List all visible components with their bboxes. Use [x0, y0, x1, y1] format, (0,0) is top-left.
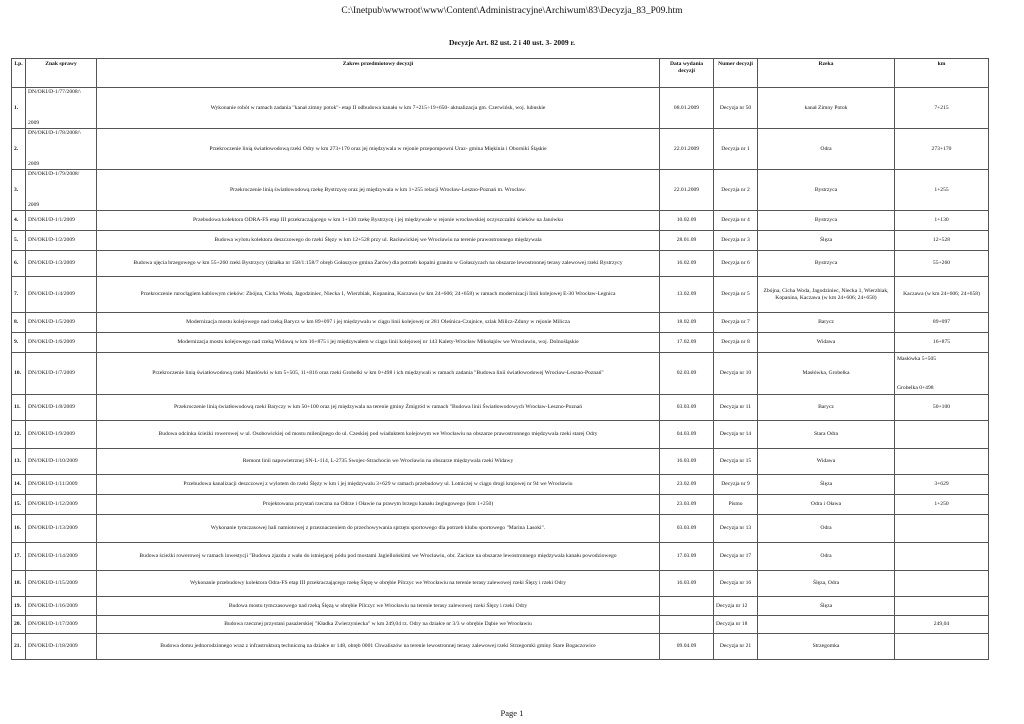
case-sign: DN/OKI/D-1/7/2009 [26, 353, 97, 395]
column-header-rzeka: Rzeka [758, 59, 895, 88]
decisions-table [11, 58, 989, 660]
decision-number: Pismo [714, 495, 758, 515]
table-row [12, 88, 989, 129]
case-sign: DN/OKI/D-1/4/2009 [26, 277, 97, 313]
river-name: Odra [758, 129, 895, 170]
river-name: Ślęza [758, 231, 895, 251]
decision-scope: Przekroczenie linią światłowodową rzeki Masłówki w km 5+505, 11+816 oraz rzeki Grobelki w km 0+498 i ich międzywali w ramach zadania "Budowa linii światłowodowej Wrocław-Leszno-Poznań" [97, 353, 660, 395]
decision-number: Decyzja nr 6 [714, 251, 758, 277]
river-km: 7+215 [895, 88, 989, 129]
decision-scope: Remont linii napowietrznej SN-L-114, L-2735 Swojec-Strachocin we Wrocławiu na obszarze międzywala rzeki Widawy [97, 449, 660, 475]
row-number: 18. [12, 571, 26, 597]
decision-number: Decyzja nr 18 [714, 616, 758, 634]
river-km [895, 515, 989, 543]
decision-date: 23.02.09 [660, 475, 714, 495]
river-km-line2: Grobelka 0+498 [897, 384, 934, 391]
case-sign: DN/OKI/D-1/1/2009 [26, 211, 97, 231]
river-name: Stara Odra [758, 421, 895, 449]
decision-date: 08.01.2009 [660, 88, 714, 129]
row-number: 6. [12, 251, 26, 277]
river-km: 1+250 [895, 495, 989, 515]
river-km: 89+097 [895, 313, 989, 333]
case-sign [26, 170, 97, 211]
decision-scope: Modernizacja mostu kolejowego nad rzeką Barycz w km 89+097 i jej międzywalu w ciągu linii kolejowej nr 281 Oleśnica-Czujnice, szlak Milicz-Zduny w rejonie Milicza [97, 313, 660, 333]
decision-scope: Przekroczenie linią światłowodową rzekę Bystrzycę oraz jej międzywala w km 1+255 relacji Wrocław-Leszno-Poznań m. Wrocław. [97, 170, 660, 211]
decision-number: Decyzja nr 12 [714, 597, 758, 616]
decision-date: 17.02.09 [660, 333, 714, 353]
decision-scope: Budowa odcinka ścieżki rowerowej w ul. Osobowickiej od mostu milenijnego do ul. Czeskiej pod wiaduktem kolejowym we Wrocławiu na obszarze prawostronnego międzywala rzeki starej Odry [97, 421, 660, 449]
row-number: 14. [12, 475, 26, 495]
decision-number: Decyzja nr 13 [714, 515, 758, 543]
decision-date: 16.03.09 [660, 449, 714, 475]
river-name [758, 616, 895, 634]
river-km [895, 597, 989, 616]
river-name: Bystrzyca [758, 211, 895, 231]
case-sign-line2: 2009 [28, 202, 40, 209]
decision-date [660, 597, 714, 616]
decision-number: Decyzja nr 10 [714, 353, 758, 395]
decision-date: 02.03.09 [660, 353, 714, 395]
decision-scope: Budowa domu jednorodzinnego wraz z infrastrukturą techniczną na działce nr 148, obręb 0001 Chwaliszów na terenie lewostronnej terasy zalewowej rzeki Strzegomki gminy Stare Bogaczowice [97, 634, 660, 660]
river-km: 3+629 [895, 475, 989, 495]
decision-scope: Przebudowa kanalizacji deszczowej z wylotem do rzeki Ślęzy w km i jej międzywalu 3+629 w ramach przebudowy ul. Lotniczej w ciągu drogi krajowej nr 94 we Wrocławiu [97, 475, 660, 495]
row-number: 8. [12, 313, 26, 333]
column-header-data: Data wydania decyzji [660, 59, 714, 88]
river-km: 12+528 [895, 231, 989, 251]
decision-date: 10.02.09 [660, 211, 714, 231]
river-name: Barycz [758, 395, 895, 421]
column-header-numer: Numer decyzji [714, 59, 758, 88]
case-sign [26, 88, 97, 129]
decision-number: Decyzja nr 2 [714, 170, 758, 211]
case-sign-line2: 2009 [28, 120, 40, 127]
case-sign: DN/OKI/D-1/3/2009 [26, 251, 97, 277]
table-row [12, 211, 989, 231]
decision-scope: Budowa ścieżki rowerowej w ramach inwestycji "Budowa zjazdu z wału do istniejącej pódu pod mostami Jagiellońskimi we Wrocławiu, obr. Zacisze na obszarze lewostronnego międzywala kanału powodziowego [97, 543, 660, 571]
decision-date: 18.02.09 [660, 313, 714, 333]
river-km: 1+255 [895, 170, 989, 211]
river-km [895, 634, 989, 660]
river-name: Ślęza [758, 475, 895, 495]
decision-number: Decyzja nr 1 [714, 129, 758, 170]
river-name: Odra [758, 515, 895, 543]
row-number: 20. [12, 616, 26, 634]
decision-date [660, 616, 714, 634]
river-km: 1+130 [895, 211, 989, 231]
row-number: 15. [12, 495, 26, 515]
river-km: Kaczawa (w km 24+606; 24+658) [895, 277, 989, 313]
case-sign-line2: 2009 [28, 161, 40, 168]
table-row [12, 395, 989, 421]
document-title: Decyzje Art. 82 ust. 2 i 40 ust. 3- 2009 r. [449, 38, 575, 47]
decision-scope: Budowa rzecznej przystani pasażerskiej "Kładka Zwierzyniecka" w km 249,04 rz. Odry na działce nr 3/3 w obrębie Dąbie we Wrocławiu [97, 616, 660, 634]
river-name: Widawa [758, 333, 895, 353]
decision-number: Decyzja nr 16 [714, 571, 758, 597]
river-name: Zbójna, Cicha Woda, Jagodziniec, Niecka 1, Wierzbiak, Kopanina, Kaczawa (w km 24+606; 24+658) [758, 277, 895, 313]
row-number: 16. [12, 515, 26, 543]
river-km: 273+170 [895, 129, 989, 170]
row-number: 5. [12, 231, 26, 251]
decision-date: 03.03.09 [660, 395, 714, 421]
case-sign: DN/OKI/D-1/12/2009 [26, 495, 97, 515]
table-row [12, 333, 989, 353]
row-number: 12. [12, 421, 26, 449]
table-row [12, 515, 989, 543]
case-sign: DN/OKI/D-1/13/2009 [26, 515, 97, 543]
river-km-line1: Masłówka 5+505 [897, 355, 937, 362]
decision-number: Decyzja nr 4 [714, 211, 758, 231]
river-name: Strzegomka [758, 634, 895, 660]
decision-scope: Wykonanie robót w ramach zadania "kanał zimny potok"- etap II odbudowa kanału w km 7+215÷19+650- aktualizacja gm. Czerwińsk, woj. lubuskie [97, 88, 660, 129]
river-km [895, 571, 989, 597]
case-sign: DN/OKI/D-1/17/2009 [26, 616, 97, 634]
row-number: 10. [12, 353, 26, 395]
case-sign: DN/OKI/D-1/5/2009 [26, 313, 97, 333]
column-header-znak: Znak sprawy [26, 59, 97, 88]
river-name: Widawa [758, 449, 895, 475]
row-number: 9. [12, 333, 26, 353]
row-number: 3. [12, 170, 26, 211]
table-row [12, 277, 989, 313]
table-row [12, 634, 989, 660]
river-name: Masłówka, Grobelka [758, 353, 895, 395]
decision-scope: Przekroczenie linią światłowodową rzeki Odry w km 273+170 oraz jej międzywala w rejonie przepompowni Uraz- gmina Miękinia i Oborniki Śląskie [97, 129, 660, 170]
table-row [12, 353, 989, 395]
column-header-lp: Lp. [12, 59, 26, 88]
decision-number: Decyzja nr 7 [714, 313, 758, 333]
decision-number: Decyzja nr 17 [714, 543, 758, 571]
decision-scope: Przekroczenie ruroclągiem kablowym cieków: Zbójna, Cicha Woda, Jagodziniec, Niecka 1, Wierzbiak, Kopanina, Kaczawa (w km 24+606; 24+658) w ramach modernizacji linii kolejowej E-30 Wrocław-Legnica [97, 277, 660, 313]
river-name: kanał Zimny Potok [758, 88, 895, 129]
row-number: 19. [12, 597, 26, 616]
table-row [12, 231, 989, 251]
decision-number: Decyzja nr 9 [714, 475, 758, 495]
case-sign: DN/OKI/D-1/10/2009 [26, 449, 97, 475]
river-name: Bystrzyca [758, 170, 895, 211]
table-row [12, 495, 989, 515]
row-number: 13. [12, 449, 26, 475]
river-km: 50+100 [895, 395, 989, 421]
column-header-km: km [895, 59, 989, 88]
decision-scope: Przebudowa kolektora ODRA-FS etap III przekraczającego w km 1+130 rzekę Bystrzycę i jej międzywale w rejonie wrocławskiej oczyszczalni ścieków na Janówku [97, 211, 660, 231]
river-km [895, 449, 989, 475]
table-row [12, 251, 989, 277]
river-km [895, 353, 989, 395]
row-number: 4. [12, 211, 26, 231]
decision-date: 04.03.09 [660, 421, 714, 449]
river-name: Ślęza [758, 597, 895, 616]
column-header-zakres: Zakres przedmiotowy decyzji [97, 59, 660, 88]
case-sign: DN/OKI/D-1/8/2009 [26, 395, 97, 421]
decision-date: 22.01.2009 [660, 129, 714, 170]
decision-number: Decyzja nr 15 [714, 449, 758, 475]
table-row [12, 449, 989, 475]
case-sign: DN/OKI/D-1/14/2009 [26, 543, 97, 571]
case-sign: DN/OKI/D-1/18/2009 [26, 634, 97, 660]
case-sign: DN/OKI/D-1/16/2009 [26, 597, 97, 616]
page-footer: Page 1 [500, 708, 524, 718]
river-km: 249,04 [895, 616, 989, 634]
page-path-header: C:\Inetpub\wwwroot\www\Content\Administracyjne\Archiwum\83\Decyzja_83_P09.htm [341, 6, 683, 16]
row-number: 17. [12, 543, 26, 571]
case-sign-line1: DN/OKI/D-1/77/2008/\ [28, 89, 81, 95]
case-sign-line1: DN/OKI/D-1/78/2008/\ [28, 130, 81, 136]
river-name: Odra [758, 543, 895, 571]
river-name: Odra i Oława [758, 495, 895, 515]
table-row [12, 170, 989, 211]
table-row [12, 129, 989, 170]
decision-scope: Przekroczenie linią światłowodową rzeki Baryczy w km 50+100 oraz jej międzywala na terenie gminy Żmigród w ramach "Budowa linii Światłowodowych Wrocław-Leszno-Poznań [97, 395, 660, 421]
river-km [895, 421, 989, 449]
decision-scope: Budowa wylotu kolektora deszczowego do rzeki Ślęzy w km 12+528 przy ul. Racławickiej we Wrocławiu na terenie prawostronnego międzywala [97, 231, 660, 251]
row-number: 2. [12, 129, 26, 170]
case-sign: DN/OKI/D-1/6/2009 [26, 333, 97, 353]
table-row [12, 475, 989, 495]
decision-date: 23.03.09 [660, 495, 714, 515]
case-sign: DN/OKI/D-1/11/2009 [26, 475, 97, 495]
row-number: 1. [12, 88, 26, 129]
river-km: 16+875 [895, 333, 989, 353]
table-row [12, 597, 989, 616]
decision-number: Decyzja nr 3 [714, 231, 758, 251]
decision-date: 17.03.09 [660, 543, 714, 571]
case-sign: DN/OKI/D-1/15/2009 [26, 571, 97, 597]
decision-date: 16.02.09 [660, 251, 714, 277]
river-name: Bystrzyca [758, 251, 895, 277]
river-name: Barycz [758, 313, 895, 333]
case-sign: DN/OKI/D-1/2/2009 [26, 231, 97, 251]
decision-number: Decyzja nr 14 [714, 421, 758, 449]
river-km [895, 543, 989, 571]
river-name: Ślęza, Odra [758, 571, 895, 597]
decision-number: Decyzja nr 5 [714, 277, 758, 313]
river-km: 55+260 [895, 251, 989, 277]
decision-number: Decyzja nr 11 [714, 395, 758, 421]
decision-scope: Projektowana przystań rzeczna na Odrze i Oławie na prawym brzegu kanału żeglugowego (km 1+250) [97, 495, 660, 515]
case-sign: DN/OKI/D-1/9/2009 [26, 421, 97, 449]
decision-date: 22.01.2009 [660, 170, 714, 211]
table-row [12, 421, 989, 449]
case-sign-line1: DN/OKI/D-1/79/2008/ [28, 171, 80, 177]
table-row [12, 616, 989, 634]
table-header-row [12, 59, 989, 88]
row-number: 7. [12, 277, 26, 313]
table-row [12, 313, 989, 333]
decision-date: 16.03.09 [660, 571, 714, 597]
decision-number: Decyzja nr 50 [714, 88, 758, 129]
case-sign [26, 129, 97, 170]
decision-scope: Budowa mostu tymczasowego nad rzeką Ślęzą w obrębie Pilczyc we Wrocławiu na terenie terasy zalewowej rzeki Ślęzy i rzeki Odry [97, 597, 660, 616]
decision-number: Decyzja nr 8 [714, 333, 758, 353]
decision-scope: Modernizacja mostu kolejowego nad rzeką Widawą w km 16+875 i jej międzywałem w ciągu linii kolejowej nr 143 Kalety-Wrocław Mikołajów we Wrocławiu, woj. Dolnośląskie [97, 333, 660, 353]
decision-scope: Budowa ujęcia brzegowego w km 55+260 rzeki Bystrzycy (działka nr 158/1:158/7 obręb Gołaszyce gmina Żarów) dla potrzeb kopalni granitu w Gołaszycach na obszarze lewostronnej terasy zalewowej rzeki Bystrzycy [97, 251, 660, 277]
decision-scope: Wykonanie przebudowy kolektora Odra-FS etap III przekraczającego rzekę Ślęzę w obrębie Pilczyc we Wrocławiu na terenie terasy zalewowej rzeki Ślęzy i rzeki Odry [97, 571, 660, 597]
table-row [12, 543, 989, 571]
row-number: 11. [12, 395, 26, 421]
row-number: 21. [12, 634, 26, 660]
table-row [12, 571, 989, 597]
decision-scope: Wykonanie tymczasowej hali namiotowej z przeznaczeniem do przechowywania sprzętu sportowego dla potrzeb klubu sportowego "Marina Lasoki". [97, 515, 660, 543]
decision-date: 28.01.09 [660, 231, 714, 251]
decision-number: Decyzja nr 21 [714, 634, 758, 660]
decision-date: 03.03.09 [660, 515, 714, 543]
decision-date: 09.04.09 [660, 634, 714, 660]
decision-date: 13.02.09 [660, 277, 714, 313]
